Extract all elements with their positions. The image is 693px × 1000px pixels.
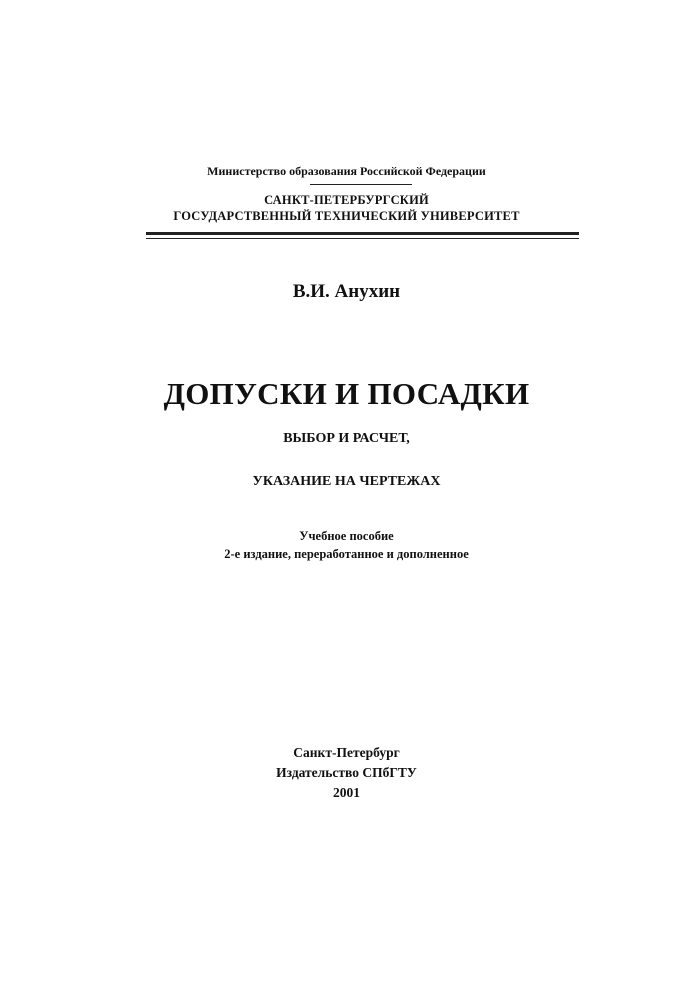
author-name: В.И. Анухин: [292, 281, 401, 302]
imprint-year: 2001: [333, 785, 360, 800]
header-divider-thin: [146, 238, 579, 239]
publication-type: Учебное пособие: [299, 529, 394, 543]
university-name-line1: САНКТ-ПЕТЕРБУРГСКИЙ: [264, 193, 429, 207]
book-subtitle-line1: ВЫБОР И РАСЧЕТ,: [283, 431, 410, 446]
book-title: ДОПУСКИ И ПОСАДКИ: [163, 376, 530, 411]
book-subtitle-line2: УКАЗАНИЕ НА ЧЕРТЕЖАХ: [252, 474, 441, 489]
university-name-line2: ГОСУДАРСТВЕННЫЙ ТЕХНИЧЕСКИЙ УНИВЕРСИТЕТ: [173, 209, 520, 223]
imprint-city: Санкт-Петербург: [293, 745, 400, 760]
imprint-publisher: Издательство СПбГТУ: [276, 765, 417, 780]
edition-note: 2-е издание, переработанное и дополненное: [224, 547, 469, 561]
ministry-divider: [310, 184, 412, 185]
ministry-name: Министерство образования Российской Федерации: [207, 164, 486, 178]
header-divider-thick: [146, 232, 579, 235]
